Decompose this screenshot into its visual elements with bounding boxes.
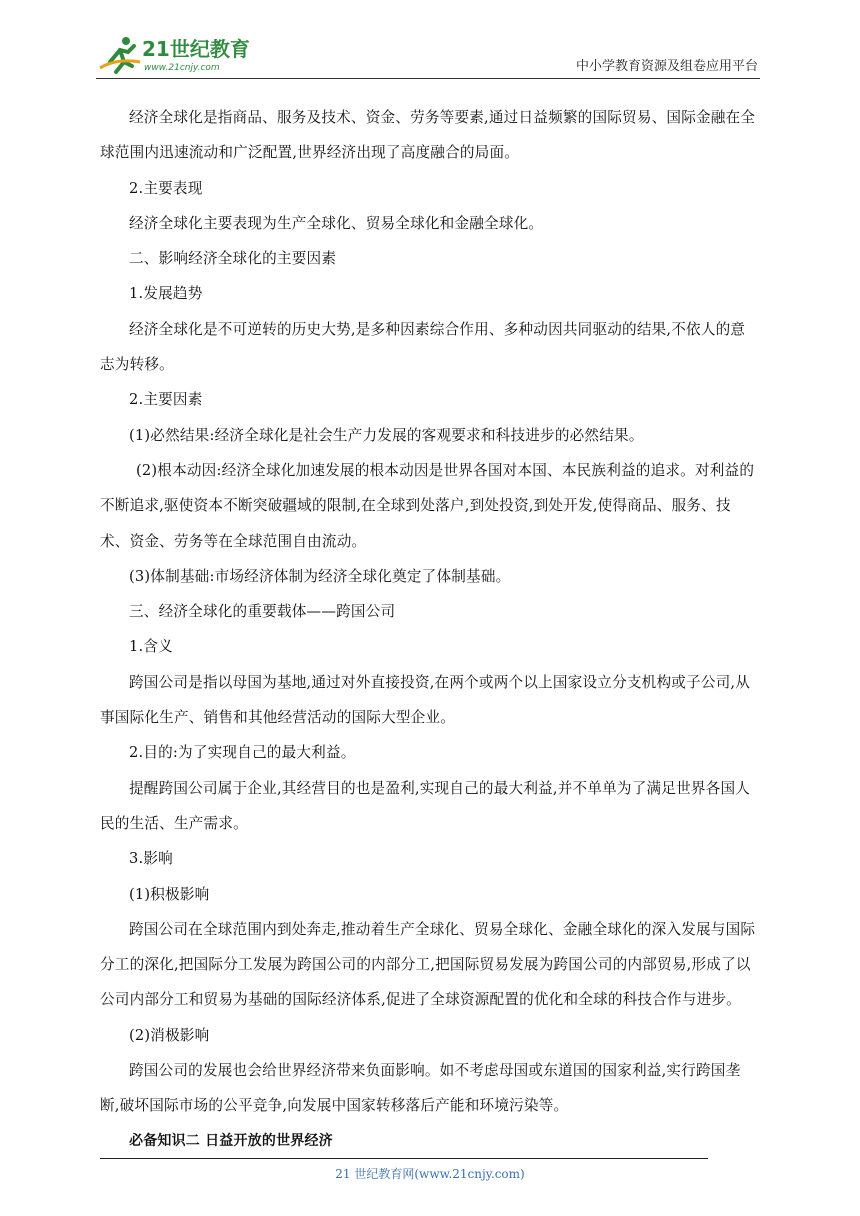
heading: 2.主要表现 [129, 179, 203, 197]
heading: 2.目的:为了实现自己的最大利益。 [129, 744, 356, 762]
runner-icon [100, 37, 140, 72]
heading: 1.含义 [129, 638, 173, 656]
section-heading: 二、影响经济全球化的主要因素 [129, 250, 337, 268]
paragraph: 经济全球化主要表现为生产全球化、贸易全球化和金融全球化。 [129, 214, 544, 232]
paragraph: 跨国公司在全球范围内到处奔走,推动着生产全球化、贸易全球化、金融全球化的深入发展与国际分工的深化,把国际分工发展为跨国公司的内部分工,把国际贸易发展为跨国公司的内部贸易,形成了以公司内部分工和贸易为基础的国际经济体系,促进了全球资源配置的优化和全球的科技合作与进步。 [100, 920, 756, 1009]
paragraph: (2)根本动因:经济全球化加速发展的根本动因是世界各国对本国、本民族利益的追求。对利益的不断追求,驱使资本不断突破疆域的限制,在全球到处落户,到处投资,到处开发,使得商品、服务、技术、资金、劳务等在全球范围自由流动。 [100, 461, 755, 550]
document-body [100, 100, 760, 1159]
paragraph: (3)体制基础:市场经济体制为经济全球化奠定了体制基础。 [129, 567, 511, 585]
page-header [96, 30, 760, 79]
heading: 1.发展趋势 [129, 285, 203, 303]
paragraph: 跨国公司的发展也会给世界经济带来负面影响。如不考虑母国或东道国的国家利益,实行跨国垄断,破坏国际市场的公平竞争,向发展中国家转移落后产能和环境污染等。 [100, 1062, 741, 1115]
paragraph: 跨国公司是指以母国为基地,通过对外直接投资,在两个或两个以上国家设立分支机构或子公司,从事国际化生产、销售和其他经营活动的国际大型企业。 [100, 673, 751, 727]
heading: (2)消极影响 [129, 1026, 210, 1044]
svg-text:www.21cnjy.com: www.21cnjy.com [144, 63, 220, 73]
heading: (1)积极影响 [129, 885, 210, 903]
paragraph: 经济全球化是不可逆转的历史大势,是多种因素综合作用、多种动因共同驱动的结果,不依人的意志为转移。 [100, 320, 746, 374]
svg-text:21世纪教育: 21世纪教育 [142, 37, 250, 61]
footer-divider [100, 1158, 708, 1159]
section-heading: 必备知识二 日益开放的世界经济 [129, 1132, 333, 1149]
section-heading: 三、经济全球化的重要载体——跨国公司 [129, 603, 396, 621]
footer: 21 世纪教育网(www.21cnjy.com) [335, 1167, 525, 1181]
paragraph: (1)必然结果:经济全球化是社会生产力发展的客观要求和科技进步的必然结果。 [129, 426, 644, 444]
paragraph: 经济全球化是指商品、服务及技术、资金、劳务等要素,通过日益频繁的国际贸易、国际金融在全球范围内迅速流动和广泛配置,世界经济出现了高度融合的局面。 [100, 109, 756, 162]
platform-title: 中小学教育资源及组卷应用平台 [575, 59, 758, 74]
heading: 3.影响 [129, 850, 173, 868]
heading: 2.主要因素 [129, 391, 203, 409]
paragraph: 提醒跨国公司属于企业,其经营目的也是盈利,实现自己的最大利益,并不单单为了满足世界各国人民的生活、生产需求。 [100, 779, 751, 832]
logo [96, 32, 296, 76]
